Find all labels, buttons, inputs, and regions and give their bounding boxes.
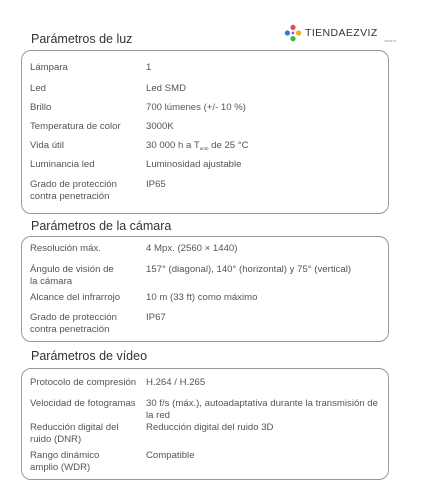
row-value: 700 lúmenes (+/- 10 %) [146,102,246,113]
row-value: Luminosidad ajustable [146,159,242,170]
row-value: IP65 [146,179,166,190]
row-label: Grado de protección contra penetración [30,312,117,335]
row-value: IP67 [146,312,166,323]
section-title-light: Parámetros de luz [31,32,133,46]
row-label: Luminancia led [30,159,95,170]
row-value: 30 000 h a $T_{amb}$ de 25 °C [146,140,249,151]
video-params-table [21,368,389,480]
row-label: Rango dinámico amplio (WDR) [30,450,100,473]
section-title-video: Parámetros de vídeo [31,349,148,363]
row-label: Alcance del infrarrojo [30,292,121,303]
row-label: Velocidad de fotogramas [30,398,136,409]
brand-name: TIENDAEZVIZ [305,27,378,39]
value-subscript: amb [199,146,209,151]
row-value: Reducción digital del ruido 3D [146,422,274,433]
brand-logo [284,24,402,44]
row-label: Reducción digital del ruido (DNR) [30,422,119,445]
row-label: Temperatura de color [30,121,121,132]
row-value: Led SMD [146,83,186,94]
ezviz-logo-icon [284,24,302,42]
row-value: H.264 / H.265 [146,377,206,388]
row-value: Compatible [146,450,195,461]
row-value: 1 [146,62,152,73]
light-params-table [21,50,389,214]
row-value: 3000K [146,121,174,132]
row-value: 4 Mpx. (2560 × 1440) [146,243,238,254]
row-label: Protocolo de compresión [30,377,137,388]
row-value: 157° (diagonal), 140° (horizontal) y 75° (vertical) [146,264,352,275]
brand-tagline: ezviz.cl [384,39,396,43]
section-title-camera: Parámetros de la cámara [31,219,172,233]
row-label: Lámpara [30,62,68,73]
row-label: Resolución máx. [30,243,101,254]
row-value: 10 m (33 ft) como máximo [146,292,258,303]
row-value: 30 f/s (máx.), autoadaptativa durante la transmisión de la red [146,398,378,421]
row-label: Brillo [30,102,52,113]
row-label: Ángulo de visión de la cámara [30,264,114,287]
camera-params-table [21,236,389,342]
row-label: Grado de protección contra penetración [30,179,117,202]
row-label: Led [30,83,47,94]
row-label: Vida útil [30,140,64,151]
